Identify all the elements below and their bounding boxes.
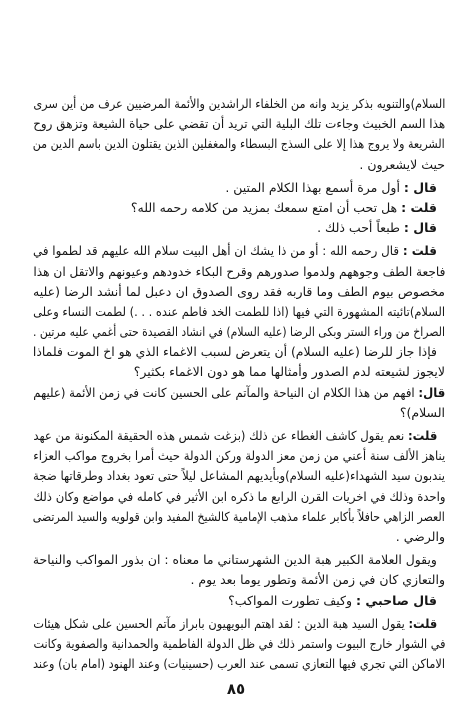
line-text xyxy=(33,383,445,403)
text-line xyxy=(33,155,445,175)
page-number: ٨٥ xyxy=(226,680,246,698)
line-text: الشريعة ولا يروج هذا إلا على السذج البسطاء والمغفلين الذين يقتلون الدين باسم الدين من xyxy=(33,136,445,152)
text-line xyxy=(33,614,445,634)
line-text: السلام)؟ xyxy=(399,404,445,420)
line-text-content: يقول السيد هبة الدين : لقد اهتم البويهيون بابراز مآتم الحسين على شكل هيئات xyxy=(33,615,405,631)
speaker-label: قلت : xyxy=(401,199,437,215)
line-text: السلام)تائيته المشهورة التي فيها (اذا للطمت الخد فاطم عنده . . .) لطمت النساء وعلى xyxy=(33,303,445,319)
line-text: واحدة وذلك في اخريات القرن الرابع ما ذكره ابن الأثير في كامله في مواضع وكان ذلك xyxy=(33,488,445,504)
text-line xyxy=(33,282,445,302)
speaker-label: قال صاحبي : xyxy=(356,592,437,608)
line-text: مخصوص بيوم الطف وما قاربه فقد روى الصدوق ان دعبل لما أنشد الرضا (عليه xyxy=(33,283,445,299)
text-line xyxy=(33,362,445,382)
line-text xyxy=(225,178,437,198)
text-line xyxy=(33,466,445,486)
text-line xyxy=(33,198,445,218)
line-text xyxy=(228,591,437,611)
text-line xyxy=(33,426,445,446)
text-line xyxy=(33,302,445,322)
text-line xyxy=(33,94,445,114)
text-line xyxy=(33,383,445,403)
line-text: في الشوار خارج البيوت واستمر ذلك في ظل الدولة الفاطمية والحمدانية والصفوية وكانت xyxy=(33,635,445,651)
text-line xyxy=(33,134,445,154)
line-text: والتعازي كان في زمن الأئمة وتطور يوما بعد يوم . xyxy=(190,572,445,588)
text-line xyxy=(33,446,445,466)
page-body xyxy=(33,94,445,674)
text-line xyxy=(33,487,445,507)
text-line xyxy=(33,114,445,134)
line-text xyxy=(317,218,437,238)
line-text-content: قال رحمه الله : أو من ذا يشك ان أهل البيت سلام الله عليهم قد لطموا في xyxy=(33,243,400,259)
line-text: فاجعة الطف وجوههم ولدموا صدورهم وقرح البكاء خدودهم وعيونهم والاتقل ان هذا xyxy=(33,263,445,279)
speaker-label: قلت: xyxy=(408,615,437,631)
speaker-label: قال : xyxy=(403,220,437,236)
line-text xyxy=(131,198,437,218)
text-line xyxy=(33,654,445,674)
text-line xyxy=(33,322,445,342)
line-text: فإذا جاز للرضا (عليه السلام) أن يتعرض لسبب الاغماء الذي هو اخ الموت فلماذا xyxy=(33,344,437,360)
text-line xyxy=(33,342,445,362)
text-line xyxy=(33,403,445,423)
line-text xyxy=(33,426,437,446)
line-text-content: افهم من هذا الكلام ان النياحة والمآتم على الحسين كانت في زمن الأئمة (عليهم xyxy=(33,384,415,400)
line-text: والرضي . xyxy=(395,528,445,544)
speaker-label: قلت: xyxy=(407,428,437,443)
text-line xyxy=(33,218,445,238)
speaker-label: قال: xyxy=(418,384,445,400)
line-text: ويقول العلامة الكبير هبة الدين الشهرستاني ما معناه : ان بذور المواكب والنياحة xyxy=(33,552,437,568)
text-line xyxy=(33,634,445,654)
text-line xyxy=(33,262,445,282)
line-text: الصراخ من وراء الستر وبكى الرضا (عليه السلام) في انشاد القصيدة حتى أغمي عليه مرتين . xyxy=(33,324,445,340)
line-text-content: وكيف تطورت المواكب؟ xyxy=(228,592,353,608)
text-line xyxy=(33,550,445,570)
line-text-content: هل تحب أن امتع سمعك بمزيد من كلامه رحمه الله؟ xyxy=(130,199,398,215)
line-text: حيث لايشعرون . xyxy=(359,156,445,172)
text-line xyxy=(33,507,445,527)
text-line xyxy=(33,241,445,261)
text-line xyxy=(33,527,445,547)
line-text-content: طبعاً أحب ذلك . xyxy=(317,220,400,236)
line-text-content: أول مرة أسمع بهذا الكلام المتين . xyxy=(225,179,400,195)
line-text-content: نعم يقول كاشف الغطاء عن ذلك (بزغت شمس هذه الحقيقة المكنونة من عهد xyxy=(33,428,404,443)
speaker-label: قلت : xyxy=(402,243,437,259)
speaker-label: قال : xyxy=(403,179,437,195)
line-text: هذا السم الخبيث وجاءت تلك البلية التي تريد أن تقضي على حياة الشيعة وتزهق روح xyxy=(33,116,445,132)
line-text: يندبون سيد الشهداء(عليه السلام)وبأيديهم المشاعل ليلاً حتى تعود بغداد وطرقاتها ضجة xyxy=(33,468,445,484)
text-line xyxy=(33,178,445,198)
line-text xyxy=(33,241,437,261)
line-text: العصر الزاهي حافلاً بأكابر علماء مذهب الإمامية كالشيخ المفيد وابن قولويه والسيد المرتضى xyxy=(33,508,445,524)
text-line xyxy=(33,591,445,611)
line-text: يناهز الألف سنة أعني من زمن معز الدولة وركن الدولة حيث أمرا بخروج مواكب العزاء xyxy=(33,448,445,464)
line-text xyxy=(33,614,437,634)
line-text: لايجوز لشيعته لدم الصدور وأمثالها مما هو دون الاغماء بكثير؟ xyxy=(133,364,445,380)
line-text: الاماكن التي تجري فيها التعازي تسمى عند العرب (حسينيات) وعند الهنود (امام بان) وعند xyxy=(33,656,445,672)
line-text: السلام)والتنويه بذكر يزيد وانه من الخلفاء الراشدين والأئمة المرضيين عرف من أين سرى xyxy=(33,96,445,111)
text-line xyxy=(33,570,445,590)
